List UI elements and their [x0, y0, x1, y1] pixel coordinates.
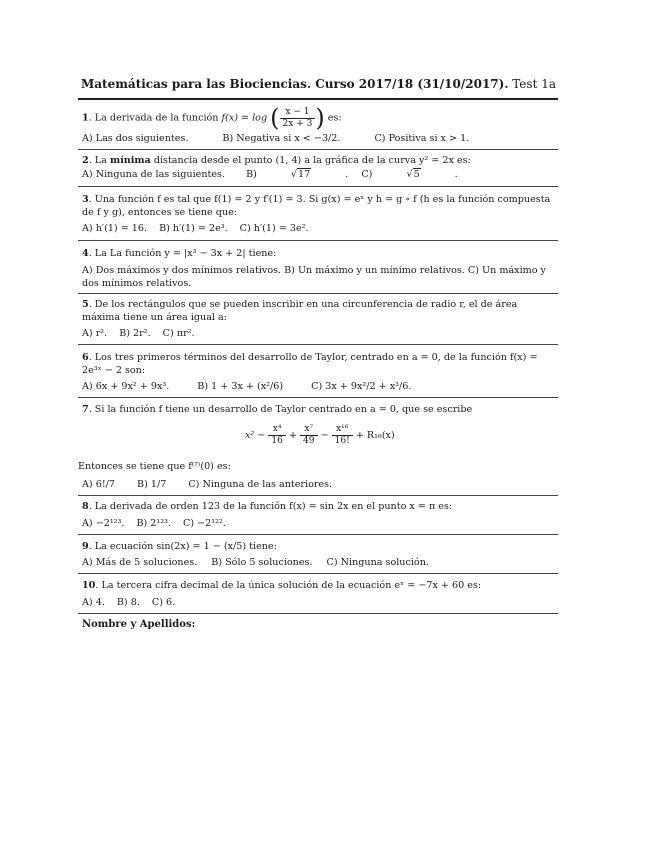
question-8: 8. La derivada de orden 123 de la función f(x) = sin 2x en el punto x = π es:: [82, 501, 453, 512]
question-5-options: A) r². B) 2r². C) πr².: [82, 328, 195, 339]
divider: [78, 495, 558, 496]
question-7: 7. Si la función f tiene un desarrollo de Taylor centrado en a = 0, que se escribe: [82, 404, 473, 415]
question-1: 1. La derivada de la función f(x) = log ( $\frac{x - 1}{2x + 3}$ ) es:: [82, 104, 342, 132]
question-2: 2. La mínima distancia desde el punto (1, 4) a la gráfica de la curva y² = 2x es:: [82, 155, 471, 166]
question-4-options: A) Dos máximos y dos mínimos relativos. B) Un máximo y un mínimo relativos. C) Un máximo y dos mínimos relativos.: [82, 265, 546, 289]
taylor-equation: x² − $\frac{\text{x⁴}}{16}$ + $\frac{\text{x⁷}}{49}$ − $\frac{\text{x¹⁶}}{16!}$ + R₁₆(x): [245, 424, 395, 446]
header-rule: [78, 98, 558, 100]
question-9-options: A) Más de 5 soluciones. B) Sólo 5 soluciones. C) Ninguna solución.: [82, 557, 429, 568]
question-8-options: A) −2¹²³. B) 2¹²³. C) −2¹²².: [82, 518, 226, 529]
divider: [78, 240, 558, 241]
question-10: 10. La tercera cifra decimal de la única solución de la ecuación eˣ = −7x + 60 es:: [82, 580, 482, 591]
divider: [78, 344, 558, 345]
question-5: 5. De los rectángulos que se pueden inscribir en una circunferencia de radio r, el de área máxima tiene un área igual a:: [82, 299, 518, 323]
name-field-label: Nombre y Apellidos:: [82, 619, 196, 630]
test-label: Test 1a: [512, 77, 556, 91]
divider: [78, 186, 558, 187]
question-1-options: A) Las dos siguientes. B) Negativa si x < −3/2. C) Positiva si x > 1.: [82, 133, 470, 144]
question-10-options: A) 4. B) 8. C) 6.: [82, 597, 176, 608]
question-2-options: A) Ninguna de las siguientes. B) √17 . C) √5 .: [82, 169, 458, 180]
question-6-options: A) 6x + 9x² + 9x³. B) 1 + 3x + (x²/6) C) 3x + 9x²/2 + x³/6.: [82, 381, 412, 392]
question-3-options: A) h′(1) = 16. B) h′(1) = 2e³. C) h′(1) = 3e².: [82, 223, 309, 234]
question-6: 6. Los tres primeros términos del desarrollo de Taylor, centrado en a = 0, de la función f(x) = 2e³ˣ − 2 son:: [82, 352, 538, 376]
question-4: 4. La La función y = |x³ − 3x + 2| tiene:: [82, 248, 277, 259]
divider: [78, 573, 558, 574]
question-7-followup: Entonces se tiene que f⁽⁷⁾(0) es:: [78, 461, 231, 472]
fraction: $\frac{x - 1}{2x + 3}$: [280, 107, 316, 130]
divider: [78, 534, 558, 535]
divider: [78, 293, 558, 294]
exam-header: [78, 77, 558, 95]
exam-title: Matemáticas para las Biociencias. Curso 2017/18 (31/10/2017).: [81, 77, 509, 91]
question-3: 3. Una función f es tal que f(1) = 2 y f′(1) = 3. Si g(x) = eˣ y h = g ∘ f (h es la función compuesta de f y g), entonces se tiene que:: [82, 194, 551, 218]
divider: [78, 613, 558, 614]
question-9: 9. La ecuación sin(2x) = 1 − (x/5) tiene:: [82, 541, 277, 552]
divider: [78, 397, 558, 398]
question-7-options: A) 6!/7 B) 1/7 C) Ninguna de las anteriores.: [82, 479, 333, 490]
divider: [78, 149, 558, 150]
